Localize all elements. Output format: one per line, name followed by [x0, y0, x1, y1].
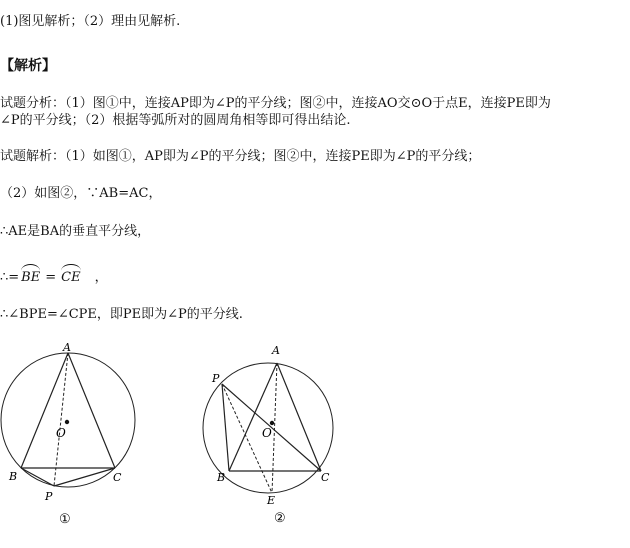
solution-line-2: （2）如图②，∵AB=AC， — [0, 186, 162, 201]
figure-1-label-a: A — [63, 341, 71, 354]
section-heading: 【解析】 — [0, 58, 56, 74]
figure-1-side-ac — [68, 353, 115, 468]
figure-1-label-p: P — [45, 490, 53, 503]
figure-2 — [200, 340, 360, 530]
figure-2-center-dot — [270, 421, 274, 425]
analysis-line-1: 试题分析：（1）图①中，连接AP即为∠P的平分线；图②中，连接AO交⊙O于点E，连接PE即为 — [0, 96, 551, 111]
solution-line-4-prefix: ∴= — [0, 270, 20, 285]
solution-line-1: 试题解析：（1）如图①，AP即为∠P的平分线；图②中，连接PE即为∠P的平分线； — [0, 149, 481, 164]
figure-1-label-b: B — [9, 470, 18, 483]
figure-2-label-b: B — [217, 471, 226, 484]
solution-line-4-tail: ， — [94, 270, 108, 285]
figure-2-label-o: O — [262, 426, 272, 440]
solution-line-4-equals: = — [45, 270, 57, 285]
figure-1-segment-cp — [54, 468, 115, 486]
figure-2-label-p: P — [212, 372, 220, 385]
figure-1-segment-bp — [21, 468, 54, 486]
figure-2-side-ab — [229, 363, 277, 471]
figure-1-center-dot — [65, 420, 69, 424]
figure-1-label-o: O — [56, 426, 66, 440]
solution-line-5: ∴∠BPE=∠CPE，即PE即为∠P的平分线. — [0, 307, 243, 322]
figure-2-label-e: E — [267, 494, 276, 507]
analysis-line-2: ∠P的平分线；（2）根据等弧所对的圆周角相等即可得出结论. — [0, 113, 351, 128]
figure-1-label-c: C — [113, 471, 122, 484]
figure-2-side-ac — [277, 363, 321, 471]
figure-1-bisector-ap — [54, 353, 68, 486]
figure-1-side-ab — [21, 353, 68, 468]
figure-2-label-c: C — [321, 471, 330, 484]
solution-line-4 — [0, 266, 108, 286]
figure-1 — [0, 340, 150, 530]
arc-ce: CE — [61, 266, 80, 286]
answer-line: (1)图见解析；（2）理由见解析. — [0, 14, 181, 29]
figure-2-segment-pb — [222, 384, 229, 471]
figure-1-caption: ① — [59, 512, 71, 527]
solution-line-3: ∴AE是BA的垂直平分线， — [0, 224, 151, 239]
figure-2-caption: ② — [274, 511, 286, 526]
arc-be: BE — [21, 266, 40, 286]
figure-2-label-a: A — [272, 344, 280, 357]
